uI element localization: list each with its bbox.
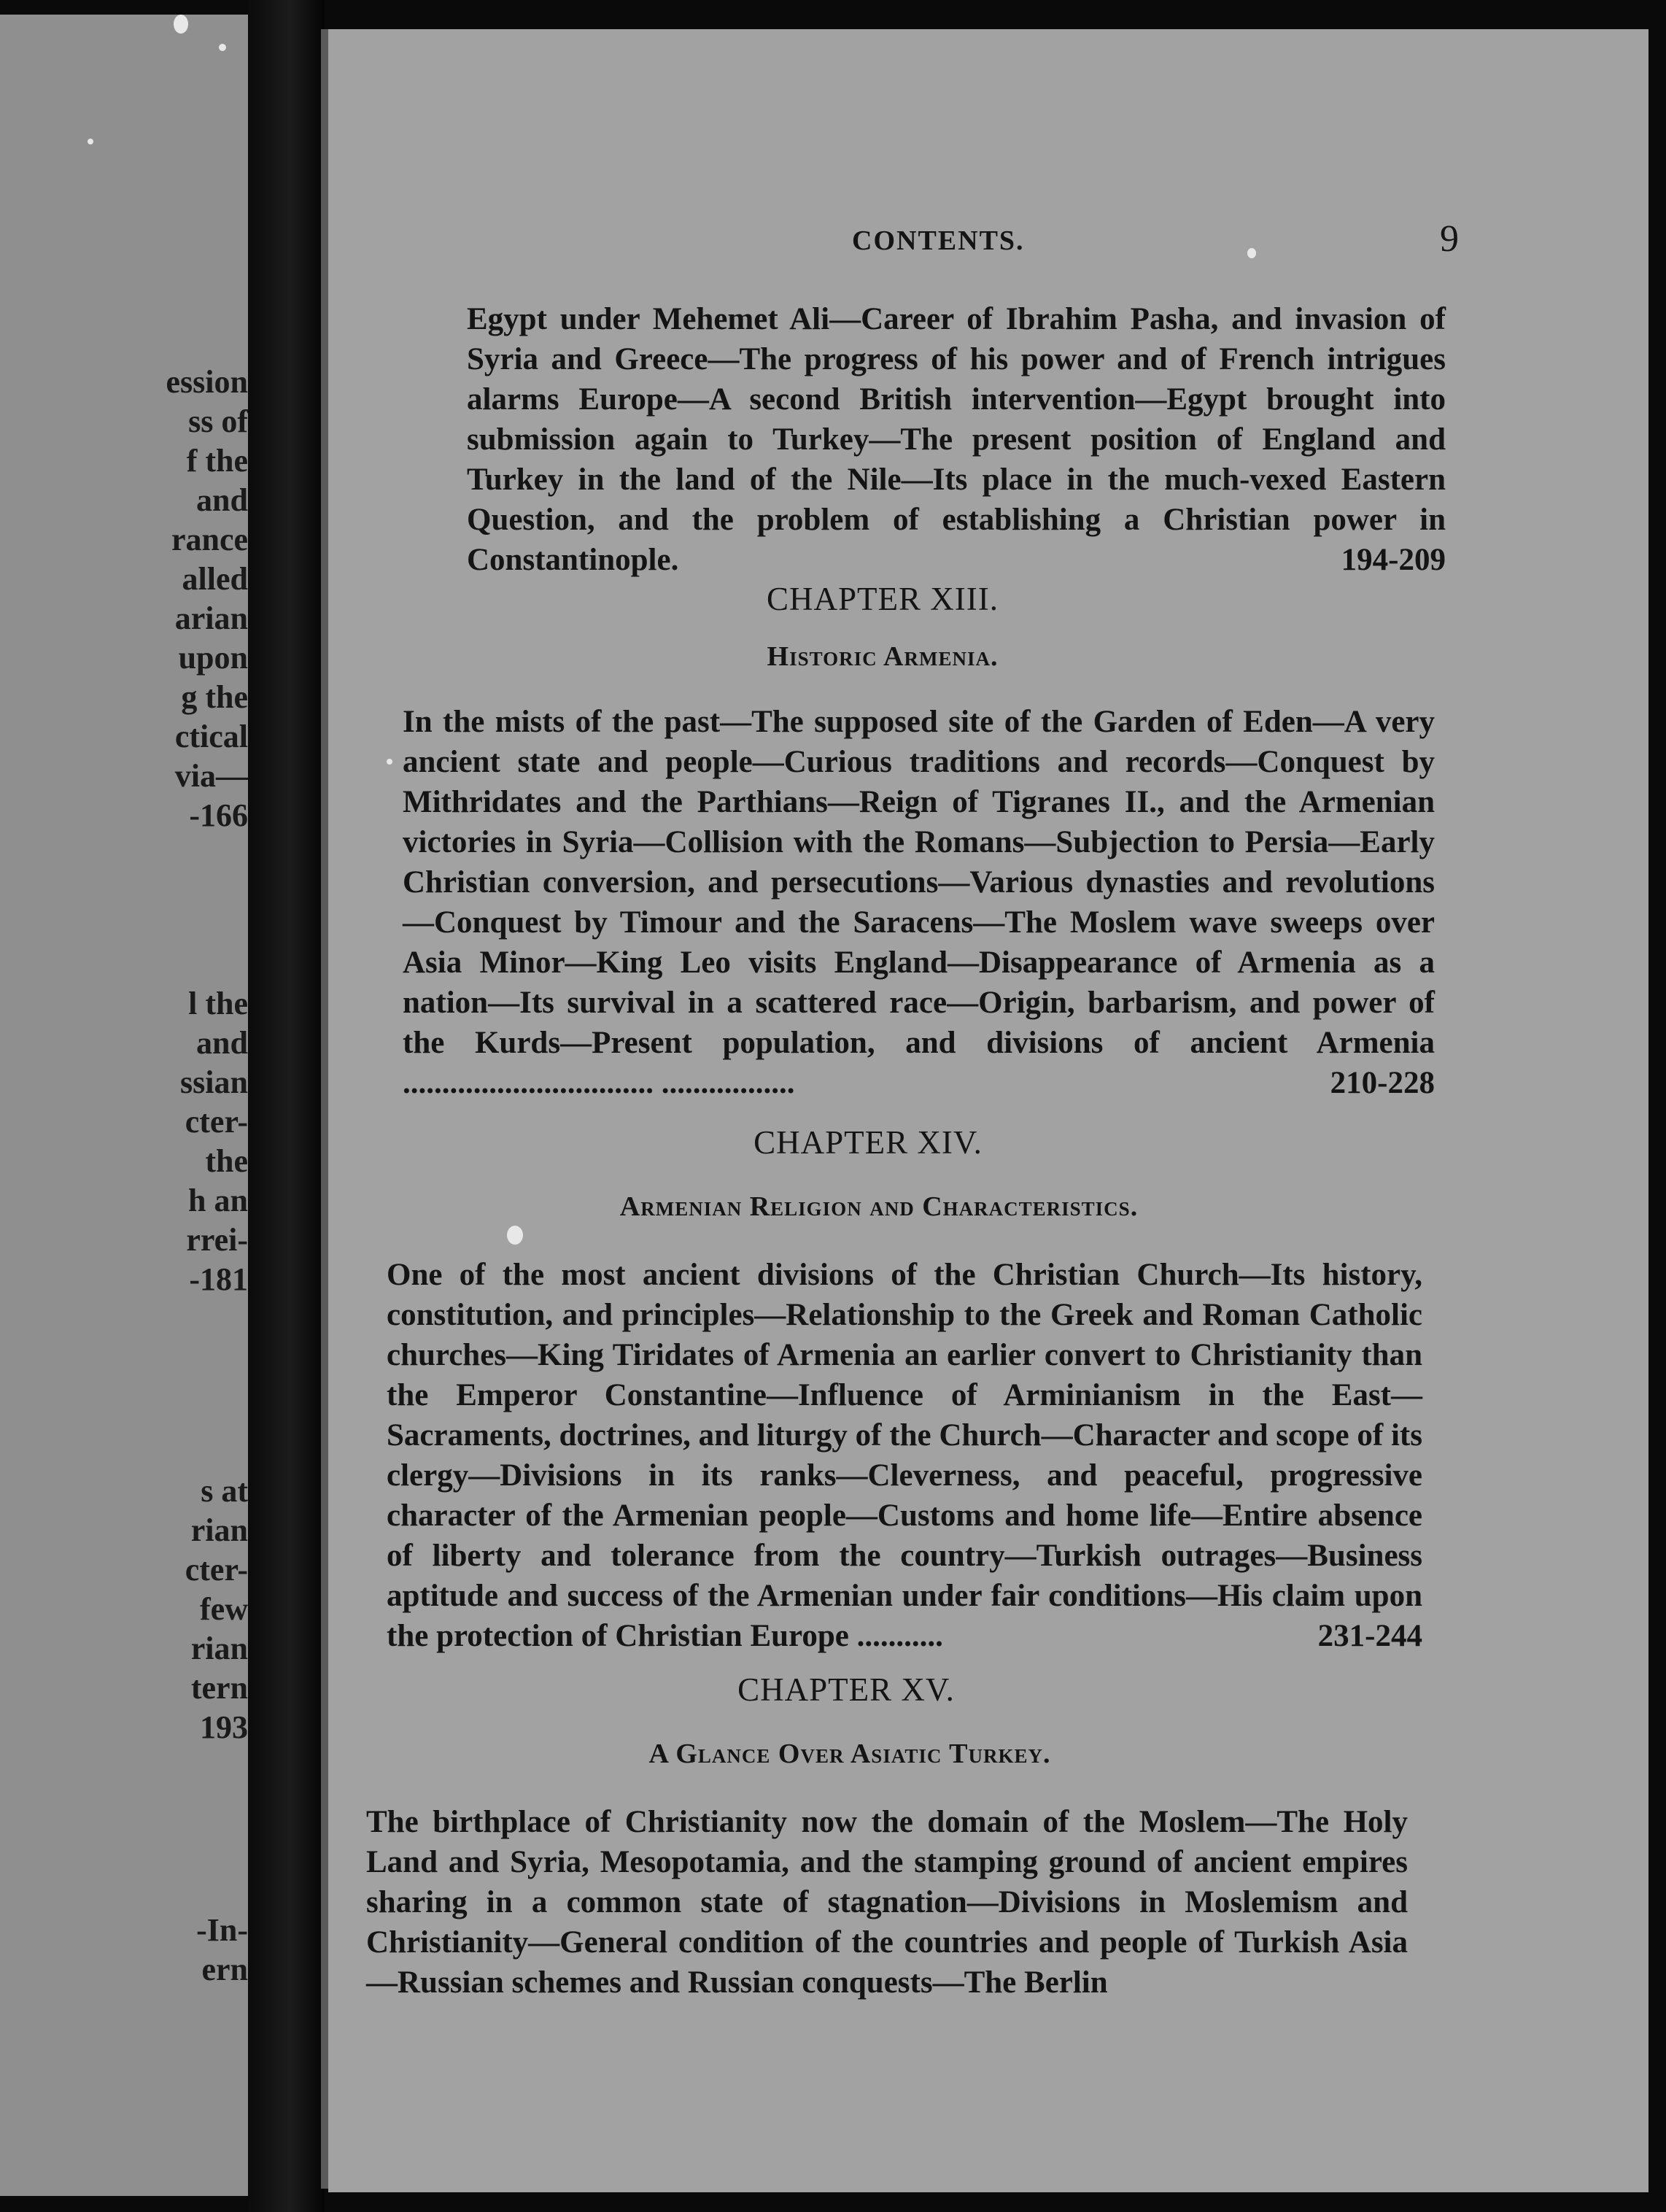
- intro-page-range: 194-209: [1341, 543, 1446, 577]
- chapter-summary: [403, 702, 1435, 1103]
- chapter-heading: CHAPTER XIV.: [753, 1124, 983, 1161]
- chapter-heading: CHAPTER XV.: [737, 1671, 955, 1708]
- left-page-fragment: and: [196, 482, 248, 518]
- chapter-title: Armenian Religion and Characteristics.: [619, 1191, 1139, 1222]
- left-page-fragment: ctical: [174, 719, 248, 754]
- chapter-title: Historic Armenia.: [767, 641, 999, 672]
- chapter-summary-text: In the mists of the past—The supposed site of the Garden of Eden—A very ancient state and people—Curious traditions and records—Conquest by Mithridates and the Parthians—Reign of Tigranes II., and the Armenian victories in Syria—Collision with the Romans—Subjection to Persia—Early Christian conversion, and persecutions—Various dynasties and revolutions—Conquest by Timour and the Saracens—The Moslem wave sweeps over Asia Minor—King Leo visits England—Disappearance of Armenia as a nation—Its survival in a scattered race—Origin, barbarism, and power of the Kurds—Present population, and divisions of ancient Armenia: [403, 705, 1435, 1060]
- left-page-fragment: and: [196, 1025, 248, 1061]
- left-page-fragment: tern: [190, 1670, 248, 1706]
- dust-speck: [1247, 248, 1256, 258]
- left-page-fragment: rian: [190, 1631, 248, 1666]
- intro-summary-text: Egypt under Mehemet Ali—Career of Ibrahim Pasha, and invasion of Syria and Greece—The progress of his power and of French intrigues alarms Europe—A second British intervention—Egypt brought into submission again to Turkey—The present position of England and Turkey in the land of the Nile—Its place in the much-vexed Eastern Question, and the problem of establishing a Christian power in Constantinople.: [467, 302, 1446, 577]
- left-page-fragment: h an: [188, 1183, 248, 1218]
- chapter-heading: CHAPTER XIII.: [767, 581, 999, 617]
- dot-leader: ................................ .................: [403, 1066, 795, 1100]
- dust-speck: [387, 759, 392, 765]
- left-page-fragment: rian: [190, 1512, 248, 1548]
- chapter-summary-text: One of the most ancient divisions of the Christian Church—Its history, constitution, and principles—Relationship to the Greek and Roman Catholic churches—King Tiridates of Armenia an earlier convert to Christianity than the Emperor Constantine—Influence of Arminianism in the East—Sacraments, doctrines, and liturgy of the Church—Character and scope of its clergy—Divisions in its ranks—Cleverness, and peaceful, progressive character of the Armenian people—Customs and home life—Entire absence of liberty and tolerance from the country—Turkish outrages—Business aptitude and success of the Armenian under fair conditions—His claim upon the protection of Christian Europe: [387, 1258, 1422, 1653]
- chapter-summary: [387, 1255, 1422, 1656]
- left-page-fragment: ession: [166, 364, 248, 400]
- contents-page: [328, 29, 1648, 2192]
- dust-speck: [219, 44, 226, 51]
- book-gutter: [248, 0, 325, 2212]
- left-page-fragment: l the: [188, 986, 248, 1021]
- page-number: 9: [1440, 218, 1459, 260]
- dot-leader: ...........: [848, 1619, 943, 1653]
- left-page-fragment: 193: [200, 1709, 248, 1745]
- left-page-fragment: arian: [174, 600, 248, 636]
- left-page-fragment: rrei-: [186, 1222, 248, 1258]
- left-facing-page: [0, 15, 257, 2196]
- intro-summary: [467, 299, 1446, 580]
- left-page-fragment: upon: [178, 640, 248, 676]
- left-page-fragment: cter-: [185, 1104, 248, 1140]
- left-page-fragment: via—: [174, 758, 248, 794]
- left-page-fragment: f the: [186, 443, 248, 479]
- dust-speck: [174, 15, 188, 34]
- chapter-page-range: 231-244: [1317, 1619, 1422, 1653]
- left-page-fragment: cter-: [185, 1552, 248, 1588]
- left-page-fragment: s at: [201, 1473, 248, 1509]
- left-page-fragment: ss of: [188, 403, 248, 439]
- chapter-page-range: 210-228: [1330, 1066, 1435, 1100]
- left-page-fragment: g the: [181, 679, 248, 715]
- left-page-fragment: the: [205, 1143, 248, 1179]
- left-page-fragment: -166: [189, 797, 248, 833]
- left-page-fragment: -181: [189, 1261, 248, 1297]
- chapter-title: A Glance Over Asiatic Turkey.: [648, 1739, 1051, 1769]
- running-head: CONTENTS.: [852, 225, 1025, 256]
- left-page-fragment: alled: [182, 561, 248, 597]
- left-page-fragment: ssian: [180, 1064, 248, 1100]
- left-page-fragment: -In-: [196, 1912, 248, 1948]
- dust-speck: [88, 139, 93, 144]
- dust-speck: [507, 1226, 523, 1245]
- chapter-summary: [366, 1802, 1408, 2003]
- chapter-summary-text: The birthplace of Christianity now the domain of the Moslem—The Holy Land and Syria, Mesopotamia, and the stamping ground of ancient empires sharing in a common state of stagnation—Divisions in Moslemism and Christianity—General condition of the countries and people of Turkish Asia—Russian schemes and Russian conquests—The Berlin: [366, 1805, 1408, 2000]
- left-page-fragment: ern: [201, 1952, 248, 1987]
- left-page-fragment: few: [200, 1591, 248, 1627]
- left-page-fragment: rance: [171, 522, 248, 557]
